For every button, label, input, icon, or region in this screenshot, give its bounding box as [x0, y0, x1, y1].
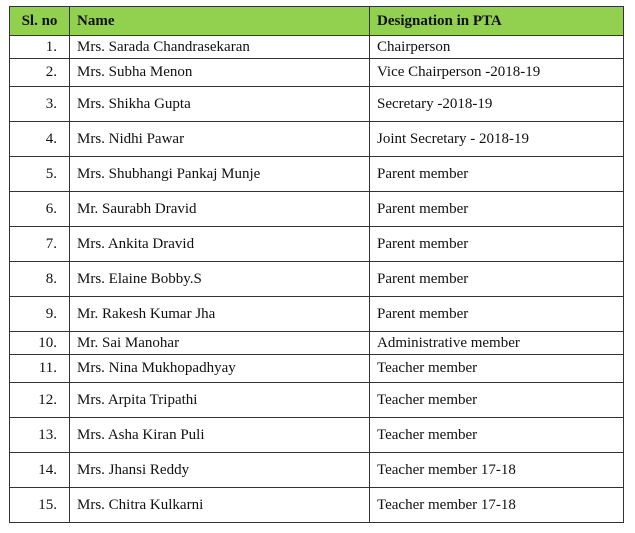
table-row	[10, 453, 624, 488]
row-designation: Teacher member	[370, 383, 624, 418]
row-designation: Joint Secretary - 2018-19	[370, 122, 624, 157]
row-name: Mr. Saurabh Dravid	[70, 192, 370, 227]
row-name: Mrs. Jhansi Reddy	[70, 453, 370, 488]
row-designation: Teacher member	[370, 355, 624, 383]
row-designation: Chairperson	[370, 36, 624, 59]
table-row	[10, 332, 624, 355]
row-sl-no: 1.	[10, 36, 70, 59]
row-sl-no: 15.	[10, 488, 70, 523]
row-name: Mrs. Subha Menon	[70, 59, 370, 87]
row-designation: Secretary -2018-19	[370, 87, 624, 122]
row-designation: Parent member	[370, 227, 624, 262]
row-name: Mrs. Shubhangi Pankaj Munje	[70, 157, 370, 192]
row-name: Mr. Rakesh Kumar Jha	[70, 297, 370, 332]
row-name: Mrs. Shikha Gupta	[70, 87, 370, 122]
row-designation: Vice Chairperson -2018-19	[370, 59, 624, 87]
row-name: Mr. Sai Manohar	[70, 332, 370, 355]
row-name: Mrs. Elaine Bobby.S	[70, 262, 370, 297]
row-designation: Parent member	[370, 297, 624, 332]
row-designation: Teacher member	[370, 418, 624, 453]
table-row	[10, 383, 624, 418]
row-sl-no: 7.	[10, 227, 70, 262]
row-designation: Teacher member 17-18	[370, 488, 624, 523]
row-sl-no: 14.	[10, 453, 70, 488]
row-designation: Administrative member	[370, 332, 624, 355]
row-name: Mrs. Nina Mukhopadhyay	[70, 355, 370, 383]
row-sl-no: 9.	[10, 297, 70, 332]
row-designation: Parent member	[370, 262, 624, 297]
row-sl-no: 5.	[10, 157, 70, 192]
table-row	[10, 59, 624, 87]
table-row	[10, 488, 624, 523]
table-row	[10, 297, 624, 332]
row-sl-no: 2.	[10, 59, 70, 87]
table-row	[10, 36, 624, 59]
row-sl-no: 12.	[10, 383, 70, 418]
table-row	[10, 262, 624, 297]
header-designation: Designation in PTA	[370, 7, 624, 36]
row-name: Mrs. Chitra Kulkarni	[70, 488, 370, 523]
row-sl-no: 3.	[10, 87, 70, 122]
row-designation: Parent member	[370, 157, 624, 192]
table-row	[10, 157, 624, 192]
row-name: Mrs. Sarada Chandrasekaran	[70, 36, 370, 59]
row-sl-no: 13.	[10, 418, 70, 453]
table-row	[10, 227, 624, 262]
row-sl-no: 6.	[10, 192, 70, 227]
row-sl-no: 11.	[10, 355, 70, 383]
table-row	[10, 355, 624, 383]
row-name: Mrs. Arpita Tripathi	[70, 383, 370, 418]
pta-members-table	[9, 6, 624, 523]
row-designation: Teacher member 17-18	[370, 453, 624, 488]
row-name: Mrs. Nidhi Pawar	[70, 122, 370, 157]
row-name: Mrs. Asha Kiran Puli	[70, 418, 370, 453]
table-row	[10, 87, 624, 122]
header-sl-no: Sl. no	[10, 7, 70, 36]
row-sl-no: 8.	[10, 262, 70, 297]
row-designation: Parent member	[370, 192, 624, 227]
table-row	[10, 418, 624, 453]
table-header-row	[10, 7, 624, 36]
row-name: Mrs. Ankita Dravid	[70, 227, 370, 262]
row-sl-no: 10.	[10, 332, 70, 355]
table-row	[10, 192, 624, 227]
row-sl-no: 4.	[10, 122, 70, 157]
header-name: Name	[70, 7, 370, 36]
table-row	[10, 122, 624, 157]
